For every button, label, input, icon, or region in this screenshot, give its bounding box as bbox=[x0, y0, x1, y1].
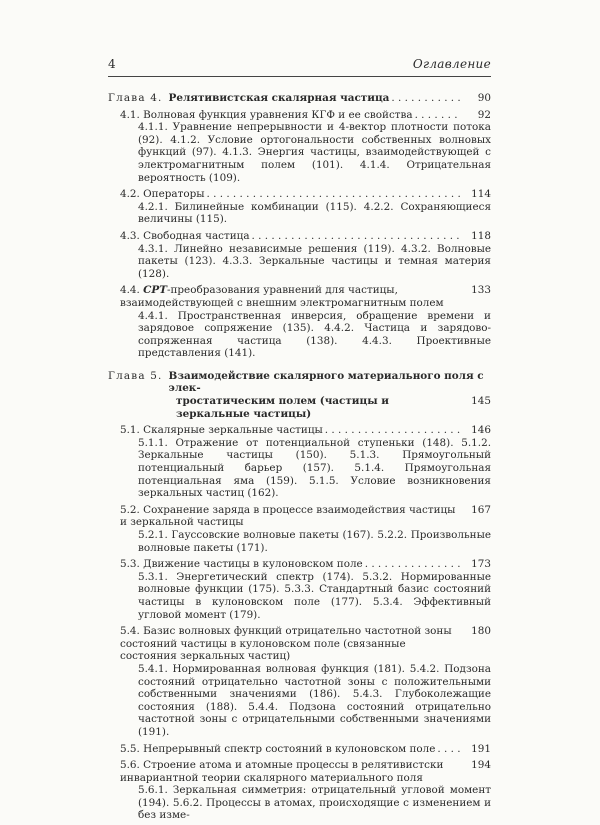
subsection-list: 5.1.1. Отражение от потенциальной ступеньки (148). 5.1.2. Зеркальные частицы (150). 5.1.3. Прямоугольный потенциальный барьер (157). 5.1.4. Прямоугольная потенциальная яма (159). 5.1.5. Условие возникновения зеркальных частиц (162). bbox=[138, 436, 491, 500]
section-page: 118 bbox=[471, 229, 491, 242]
section-page: 146 bbox=[471, 424, 491, 437]
toc-section-5-3[interactable] bbox=[108, 558, 491, 621]
leader-dots bbox=[207, 188, 462, 201]
chapter-page: 90 bbox=[477, 92, 491, 104]
table-of-contents bbox=[108, 92, 491, 825]
page-header bbox=[108, 57, 491, 75]
section-number: 4.4. bbox=[120, 284, 144, 297]
section-page: 173 bbox=[471, 558, 491, 571]
section-page: 114 bbox=[471, 188, 491, 201]
toc-section-5-6[interactable] bbox=[108, 759, 491, 822]
subsection-list: 5.3.1. Энергетический спектр (174). 5.3.2. Нормированные волновые функции (175). 5.3.3. Стандартный базис состояний частицы в кулоновском поле (177). 5.3.4. Эффективный угловой момент (179). bbox=[138, 570, 491, 621]
toc-chapter-5-row[interactable] bbox=[108, 370, 491, 395]
toc-section-4-4[interactable] bbox=[108, 284, 491, 360]
chapter-label: Глава 4. bbox=[108, 92, 163, 104]
subsection-list: 4.2.1. Билинейные комбинации (115). 4.2.2. Сохраняющиеся величины (115). bbox=[138, 200, 491, 226]
leader-dots bbox=[365, 558, 461, 571]
chapter-title: Взаимодействие скалярного материального поля с элек- bbox=[168, 369, 484, 395]
section-title-rest: -преобразования уравнений для частицы, взаимодействующей с внешним электромагнитным полем bbox=[120, 284, 444, 309]
toc-section-5-1[interactable] bbox=[108, 424, 491, 500]
page-number: 4 bbox=[108, 57, 116, 71]
section-page: 133 bbox=[471, 284, 491, 297]
section-page: 180 bbox=[471, 625, 491, 638]
toc-chapter-4-row[interactable] bbox=[108, 92, 491, 105]
subsection-list: 5.2.1. Гауссовские волновые пакеты (167). 5.2.2. Произвольные волновые пакеты (171). bbox=[138, 529, 491, 554]
leader-dots bbox=[437, 743, 461, 756]
section-page: 191 bbox=[471, 742, 491, 755]
subsection-list: 4.3.1. Линейно независимые решения (119). 4.3.2. Волновые пакеты (123). 4.3.3. Зеркальные частицы и темная материя (128). bbox=[138, 242, 491, 280]
section-page: 194 bbox=[471, 759, 491, 772]
section-page: 92 bbox=[477, 108, 491, 121]
leader-dots bbox=[325, 424, 461, 437]
chapter-page: 145 bbox=[471, 395, 491, 408]
chapter-title-continued: тростатическим полем (частицы и зеркальные частицы) bbox=[176, 395, 389, 420]
leader-dots bbox=[415, 109, 461, 122]
cpt-symbol: CPT bbox=[143, 284, 167, 297]
section-title bbox=[120, 284, 463, 309]
header-rule bbox=[108, 76, 491, 77]
section-title: 5.3. Движение частицы в кулоновском поле bbox=[120, 558, 363, 571]
toc-section-5-2[interactable] bbox=[108, 504, 491, 554]
section-title: 4.3. Свободная частица bbox=[120, 229, 250, 242]
chapter-label: Глава 5. bbox=[108, 369, 163, 382]
toc-chapter-5 bbox=[108, 370, 491, 822]
toc-chapter-4 bbox=[108, 92, 491, 360]
chapter-title: Релятивистская скалярная частица bbox=[168, 92, 390, 104]
running-title: Оглавление bbox=[412, 57, 491, 71]
toc-section-5-5[interactable] bbox=[108, 743, 491, 756]
section-title: 5.1. Скалярные зеркальные частицы bbox=[120, 424, 323, 437]
subsection-list: 4.4.1. Пространственная инверсия, обращение времени и зарядовое сопряжение (135). 4.4.2. Частица и зарядово-сопряженная частица (138). 4.4.3. Проективные представления (141). bbox=[138, 309, 491, 360]
toc-chapter-5-row-2[interactable] bbox=[108, 395, 491, 420]
leader-dots bbox=[391, 92, 461, 105]
toc-section-4-2[interactable] bbox=[108, 188, 491, 226]
section-title: 5.4. Базис волновых функций отрицательно частотной зоны состояний частицы в кулоновском поле (связанные состояния зеркальных частиц) bbox=[120, 625, 452, 663]
toc-section-4-3[interactable] bbox=[108, 230, 491, 280]
subsection-list: 4.1.1. Уравнение непрерывности и 4-вектор плотности потока (92). 4.1.2. Условие ортогональности собственных волновых функций (97). 4.1.3. Энергия частицы, взаимодействующей с электромагнитным полем (101). 4.1.4. Отрицательная вероятность (109). bbox=[138, 121, 491, 184]
section-title: 4.2. Операторы bbox=[120, 188, 205, 201]
section-title: 5.5. Непрерывный спектр состояний в кулоновском поле bbox=[120, 742, 436, 755]
section-title: 5.2. Сохранение заряда в процессе взаимодействия частицы и зеркальной частицы bbox=[120, 503, 456, 529]
toc-section-4-1[interactable] bbox=[108, 109, 491, 185]
subsection-list: 5.6.1. Зеркальная симметрия: отрицательный угловой момент (194). 5.6.2. Процессы в атомах, происходящие с изменением и без изме- bbox=[138, 784, 491, 822]
section-title: 4.1. Волновая функция уравнения КГФ и ее свойства bbox=[120, 108, 413, 121]
leader-dots bbox=[252, 230, 461, 243]
toc-section-5-4[interactable] bbox=[108, 625, 491, 738]
section-page: 167 bbox=[471, 503, 491, 516]
subsection-list: 5.4.1. Нормированная волновая функция (181). 5.4.2. Подзона состояний отрицательно частотной зоны с положительными собственными значениями (186). 5.4.3. Глубоколежащие состояния (188). 5.4.4. Подзона состояний отрицательно частотной зоны с отрицательными собственными значениями (191). bbox=[138, 662, 491, 738]
section-title: 5.6. Строение атома и атомные процессы в релятивистски инвариантной теории скалярного материального поля bbox=[120, 759, 444, 784]
